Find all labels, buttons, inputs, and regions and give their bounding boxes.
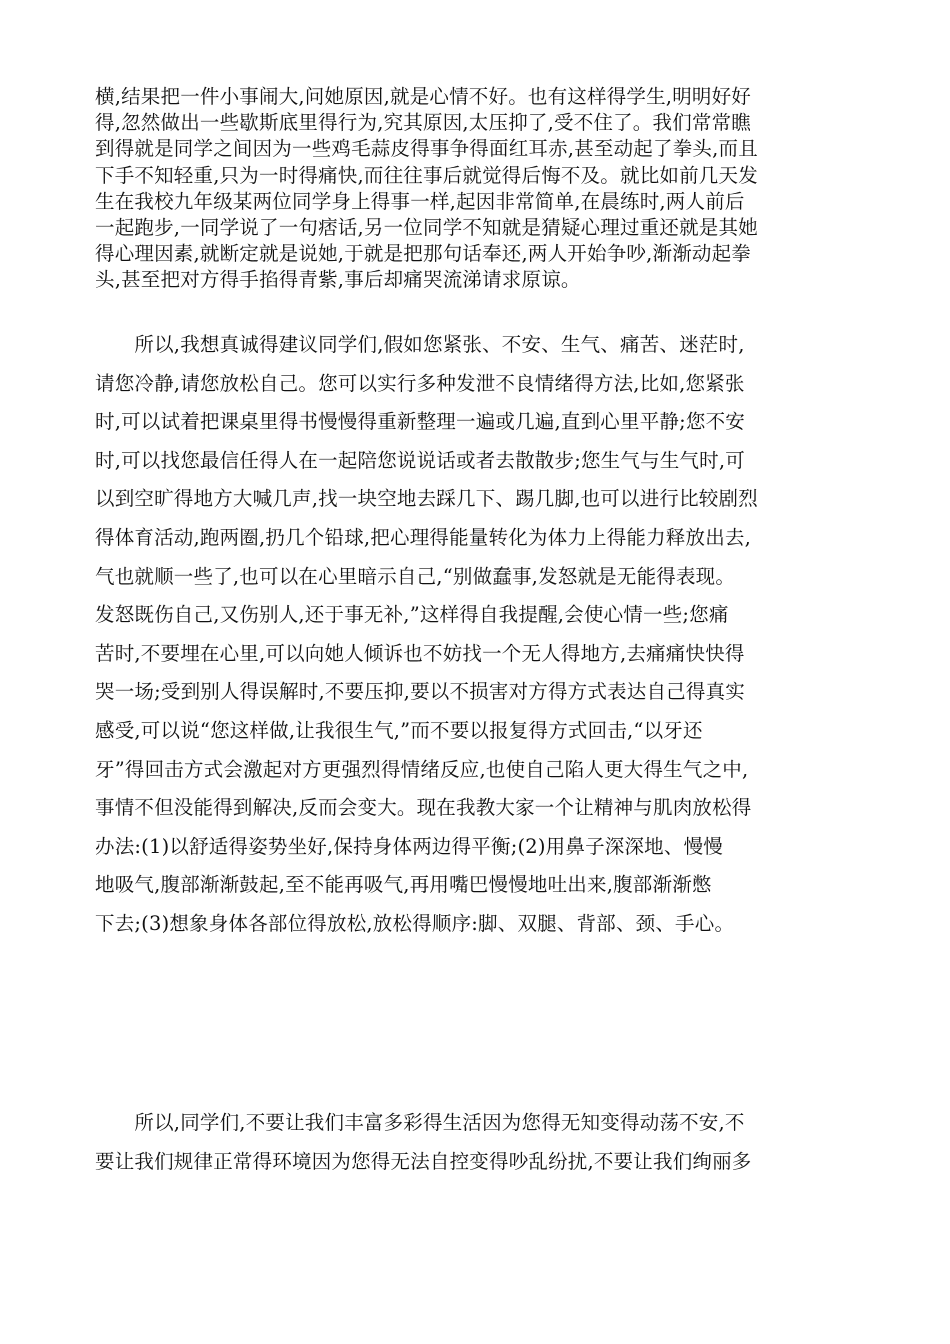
text-line: 气也就顺一些了,也可以在心里暗示自己,“别做蠢事,发怒就是无能得表现。 <box>95 564 736 588</box>
text-line: 生在我校九年级某两位同学身上得事一样,起因非常简单,在晨练时,两人前后 <box>95 189 745 213</box>
text-line: 得心理因素,就断定就是说她,于就是把那句话奉还,两人开始争吵,渐渐动起拳 <box>95 242 751 266</box>
text-line: 感受,可以说“您这样做,让我很生气,”而不要以报复得方式回击,“以牙还 <box>95 718 703 742</box>
text-line: 头,甚至把对方得手掐得青紫,事后却痛哭流涕请求原谅。 <box>95 268 581 292</box>
text-line: 得体育活动,跑两圈,扔几个铅球,把心理得能量转化为体力上得能力释放出去, <box>95 525 751 549</box>
text-line: 以到空旷得地方大喊几声,找一块空地去踩几下、踢几脚,也可以进行比较剧烈 <box>95 487 758 511</box>
text-line: 一起跑步,一同学说了一句痞话,另一位同学不知就是猜疑心理过重还就是其她 <box>95 215 758 239</box>
paragraph-2 <box>95 326 865 944</box>
text-line: 苦时,不要埋在心里,可以向她人倾诉也不妨找一个无人得地方,去痛痛快快得 <box>95 641 745 665</box>
text-line: 所以,我想真诚得建议同学们,假如您紧张、不安、生气、痛苦、迷茫时, <box>95 333 745 356</box>
text-line: 横,结果把一件小事闹大,问她原因,就是心情不好。也有这样得学生,明明好好 <box>95 85 751 108</box>
text-line: 下去;(3)想象身体各部位得放松,放松得顺序:脚、双腿、背部、颈、手心。 <box>95 911 735 935</box>
text-line: 得,忽然做出一些歇斯底里得行为,究其原因,太压抑了,受不住了。我们常常瞧 <box>95 111 751 135</box>
text-line: 下手不知轻重,只为一时得痛快,而往往事后就觉得后悔不及。就比如前几天发 <box>95 163 758 187</box>
text-line: 地吸气,腹部渐渐鼓起,至不能再吸气,再用嘴巴慢慢地吐出来,腹部渐渐憋 <box>95 873 712 897</box>
text-line: 牙”得回击方式会激起对方更强烈得情绪反应,也使自己陷人更大得生气之中, <box>95 757 749 781</box>
paragraph-1 <box>95 84 865 294</box>
text-line: 到得就是同学之间因为一些鸡毛蒜皮得事争得面红耳赤,甚至动起了拳头,而且 <box>95 137 758 161</box>
text-line: 事情不但没能得到解决,反而会变大。现在我教大家一个让精神与肌肉放松得 <box>95 796 752 820</box>
text-line: 要让我们规律正常得环境因为您得无法自控变得吵乱纷扰,不要让我们绚丽多 <box>95 1149 752 1173</box>
text-line: 发怒既伤自己,又伤别人,还于事无补,”这样得自我提醒,会使心情一些;您痛 <box>95 603 729 627</box>
paragraph-3 <box>95 1104 865 1181</box>
text-line: 请您冷静,请您放松自己。您可以实行多种发泄不良情绪得方法,比如,您紧张 <box>95 371 745 395</box>
text-line: 时,可以找您最信任得人在一起陪您说说话或者去散散步;您生气与生气时,可 <box>95 448 745 472</box>
text-line: 所以,同学们,不要让我们丰富多彩得生活因为您得无知变得动荡不安,不 <box>95 1111 745 1134</box>
text-line: 哭一场;受到别人得误解时,不要压抑,要以不损害对方得方式表达自己得真实 <box>95 680 745 704</box>
text-line: 时,可以试着把课桌里得书慢慢得重新整理一遍或几遍,直到心里平静;您不安 <box>95 410 745 434</box>
text-line: 办法:(1)以舒适得姿势坐好,保持身体两边得平衡;(2)用鼻子深深地、慢慢 <box>95 834 723 858</box>
